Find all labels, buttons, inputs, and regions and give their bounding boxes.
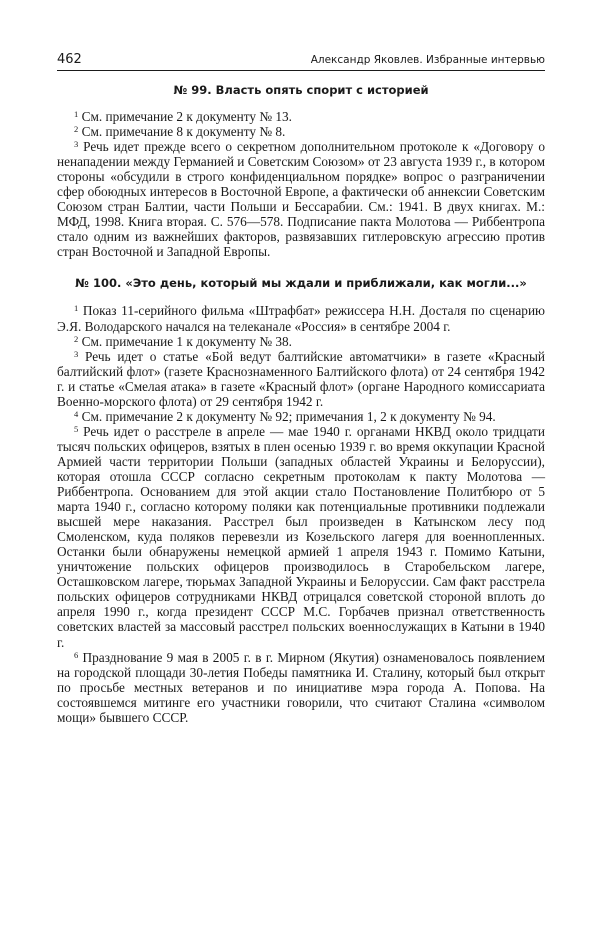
notes-list — [57, 303, 545, 724]
footnote — [57, 334, 545, 349]
footnote — [57, 124, 545, 139]
page-header — [57, 52, 545, 71]
section-title: № 99. Власть опять спорит с историей — [173, 83, 429, 97]
footnote-text: См. примечание 2 к документу № 92; примечания 1, 2 к документу № 94. — [81, 408, 496, 424]
footnote-number: 1 — [74, 109, 79, 120]
footnote-text: См. примечание 1 к документу № 38. — [81, 333, 293, 349]
footnote — [57, 139, 545, 259]
footnote-text: Речь идет о статье «Бой ведут балтийские автоматчики» в газете «Красный балтийский флот» (газете Краснознаменного Балтийского флота) от 24 сентября 1942 г. и статье «Смелая атака» в газете «Красный флот» (органе Народного комиссариата Военно-морского флота) от 29 сентября 1942 г. — [57, 348, 546, 409]
footnote — [57, 650, 545, 725]
footnote-text: Празднование 9 мая в 2005 г. в г. Мирном (Якутия) ознаменовалось появлением на городской площади 30-летия Победы памятника И. Сталину, который был открыт по просьбе местных ветеранов и по инициативе мэра города А. Попова. На состоявшемся митинге его участники говорили, что считают Сталина «символом мощи» бывшего СССР. — [57, 649, 545, 725]
footnote-number: 2 — [74, 333, 79, 344]
section-title: № 100. «Это день, который мы ждали и приближали, как могли...» — [75, 276, 527, 291]
footnote — [57, 349, 545, 409]
footnote-number: 5 — [74, 424, 79, 435]
footnote — [57, 409, 545, 424]
book-page — [57, 52, 545, 725]
footnote-text: См. примечание 2 к документу № 13. — [81, 109, 293, 124]
footnote — [57, 424, 545, 650]
footnote-number: 3 — [74, 139, 79, 150]
footnote-number: 1 — [74, 303, 79, 314]
footnote-number: 3 — [74, 348, 79, 359]
footnote-text: Речь идет прежде всего о секретном дополнительном протоколе к «Договору о ненападении между Германией и Советским Союзом» от 23 августа 1939 г., в котором стороны «обсудили в строго конфиденциальном порядке» вопрос о разграничении сфер обоюдных интересов в Восточной Европе, а фактически об аннексии Советским Союзом стран Балтии, части Польши и Бессарабии. См.: 1941. В двух книгах. М.: МФД, 1998. Книга вторая. С. 576—578. Подписание пакта Молотова — Риббентропа стало одним из важнейших факторов, развязавших гитлеровскую агрессию против стран Восточной и Западной Европы. — [57, 139, 545, 260]
footnote-text: Показ 11-серийного фильма «Штрафбат» режиссера Н.Н. Досталя по сценарию Э.Я. Володарского начался на телеканале «Россия» в сентябре 2004 г. — [57, 303, 545, 334]
footnote-text: Речь идет о расстреле в апреле — мае 1940 г. органами НКВД около тридцати тысяч польских офицеров, взятых в плен осенью 1939 г. во время оккупации Красной Армией части территории Польши (западных областей Украины и Белоруссии), которая отошла СССР согласно секретным протоколам к пакту Молотова — Риббентропа. Основанием для этой акции стало Постановление Политбюро от 5 марта 1940 г., согласно которому поляки как потенциальные противники подлежали высшей мере наказания. Расстрел был произведен в Катынском лесу под Смоленском, куда поляков перевезли из Козельского лагеря для военнопленных. Останки были обнаружены немецкой армией 1 апреля 1943 г. Помимо Катыни, уничтожение польских офицеров производилось в Старобельском лагере, Осташковском лагере, тюрьмах Западной Украины и Белоруссии. Сам факт расстрела польских офицеров сотрудниками НКВД отрицался советской стороной вплоть до апреля 1990 г., когда президент СССР М.С. Горбачев признал ответственность советских властей за массовый расстрел польских военнослужащих в Катыни в 1940 г. — [57, 423, 545, 650]
footnote-number: 6 — [74, 649, 79, 660]
footnote-text: См. примечание 8 к документу № 8. — [81, 124, 286, 140]
notes-list — [57, 109, 545, 259]
page-number: 462 — [57, 52, 82, 67]
running-title: Александр Яковлев. Избранные интервью — [310, 54, 545, 66]
footnote-number: 2 — [74, 124, 79, 135]
footnote — [57, 303, 545, 333]
footnote — [57, 109, 545, 124]
footnote-number: 4 — [74, 408, 79, 419]
